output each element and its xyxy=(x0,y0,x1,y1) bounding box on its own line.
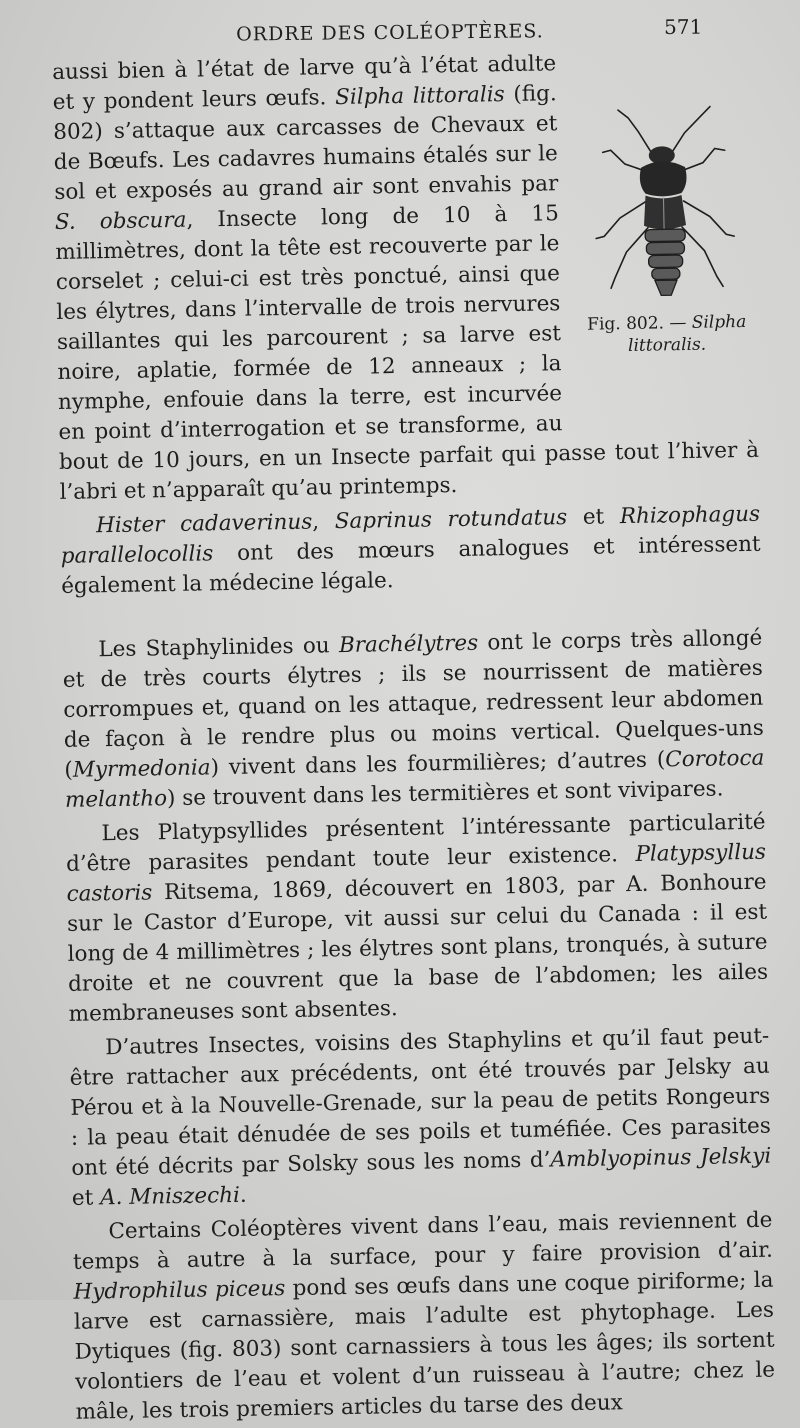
p3-text-3: ) vivent dans les fourmilières; d’autres ( xyxy=(210,747,666,781)
p3-taxon-2: Myrmedonia xyxy=(72,755,211,783)
p3-text-1: Les Staphylinides ou xyxy=(98,633,340,663)
p3-text-2: ont le corps très allongé et de très courts élytres ; ils se nourrissent de matières corrompues et, quand on les attaque, redressent leur abdomen de façon à le rendre plus ou moins vertical. Quelques-uns ( xyxy=(62,625,765,783)
p5-taxon-2: A. Mniszechi xyxy=(99,1182,241,1211)
p2-taxon-1: Hister cadaverinus xyxy=(95,509,313,539)
p5-text-2: et xyxy=(71,1185,101,1211)
paragraph-6 xyxy=(72,1206,776,1428)
paragraph-3 xyxy=(62,624,765,816)
page-number: 571 xyxy=(663,14,703,40)
running-head: ORDRE DES COLÉOPTÈRES. xyxy=(236,20,544,46)
p4-taxon-1: Platypsyllus castoris xyxy=(66,839,767,907)
p5-taxon-1: Amblyopinus Jelskyi xyxy=(550,1143,772,1173)
figure-802 xyxy=(573,104,759,425)
p6-taxon-1: Hydrophilus piceus xyxy=(73,1276,286,1305)
beetle-illustration-icon xyxy=(588,104,742,312)
p2-text-2: et xyxy=(566,504,621,531)
p6-text-1: Certains Coléoptères vivent dans l’eau, mais reviennent de temps à autre à la surface, pour y faire provision d’air. xyxy=(72,1207,774,1275)
p2-taxon-2: Saprinus rotundatus xyxy=(334,505,568,535)
p6-text-2: pond ses œufs dans une coque piriforme; la larve est carnassière, mais l’adulte est phytophage. Les Dytiques (fig. 803) sont carnassiers à tous les âges; ils sortent volontiers de l’eau et volent d’un ruisseau à l’autre; chez le mâle, les trois premiers articles du tarse des deux xyxy=(73,1267,776,1425)
p1-text-1: aussi bien à l’état de larve qu’à l’état adulte et y pondent leurs œufs. xyxy=(52,51,557,115)
text-body xyxy=(52,46,776,1428)
p2-text-1: , xyxy=(312,509,335,535)
p5-text-1: D’autres Insectes, voisins des Staphylins et qu’il faut peut-être rattacher aux précédents, ont été trouvés par Jelsky au Pérou et à la Nouvelle-Grenade, sur la peau de petits Rongeurs : la peau était dénudée de ses poils et tuméfiée. Ces parasites ont été décrits par Solsky sous les noms d’ xyxy=(69,1023,771,1181)
p2-text-3: ont des mœurs analogues et intéressent également la médecine légale. xyxy=(61,531,761,599)
p1-text-2: (fig. 802) s’attaque aux carcasses de Chevaux et de Bœufs. Les cadavres humains étalés sur le sol et exposés au grand air sont envahis par xyxy=(53,81,559,205)
p3-text-4: ) se trouvent dans les termitières et sont vivipares. xyxy=(166,776,724,812)
figure-caption xyxy=(577,311,758,358)
p3-taxon-3: Corotoca melantho xyxy=(64,745,765,813)
p1-text-3: , Insecte long de 10 à 15 millimètres, dont la tête est recouverte par le corselet ; celui-ci est très ponctué, ainsi que les élytres, dans l’intervalle de trois nervures saillantes qui les parcourent ; sa larve est noire, aplatie, formée de 12 anneaux ; la nymphe, enfouie dans la terre, est incurvée en point d’interrogation et se transforme, au bout de 10 jours, en un Insecte parfait qui passe tout l’hiver à l’abri et n’apparaît qu’au printemps. xyxy=(55,201,760,505)
p4-text-2: Ritsema, 1869, découvert en 1803, par A. Bonhoure sur le Castor d’Europe, vit aussi sur celui du Canada : il est long de 4 millimètres ; les élytres sont plans, tronqués, à suture droite et ne couvrent que la base de l’abdomen; les ailes membraneuses sont absentes. xyxy=(66,869,769,1027)
figure-taxon: Silpha littoralis. xyxy=(627,311,747,356)
paragraph-2 xyxy=(60,500,761,602)
p1-taxon-2: S. obscura xyxy=(54,207,187,235)
p5-text-3: . xyxy=(239,1182,247,1208)
p3-taxon-1: Brachélytres xyxy=(338,630,479,659)
p2-taxon-3: Rhizophagus parallelocollis xyxy=(60,501,761,569)
paragraph-4 xyxy=(65,808,769,1030)
p4-text-1: Les Platypsyllides présentent l’intéressante particularité d’être parasites pendant toute leur existence. xyxy=(65,809,766,877)
figure-label: Fig. 802. — xyxy=(587,312,692,335)
paragraph-5 xyxy=(69,1022,772,1214)
p1-taxon-1: Silpha littoralis xyxy=(334,82,505,111)
